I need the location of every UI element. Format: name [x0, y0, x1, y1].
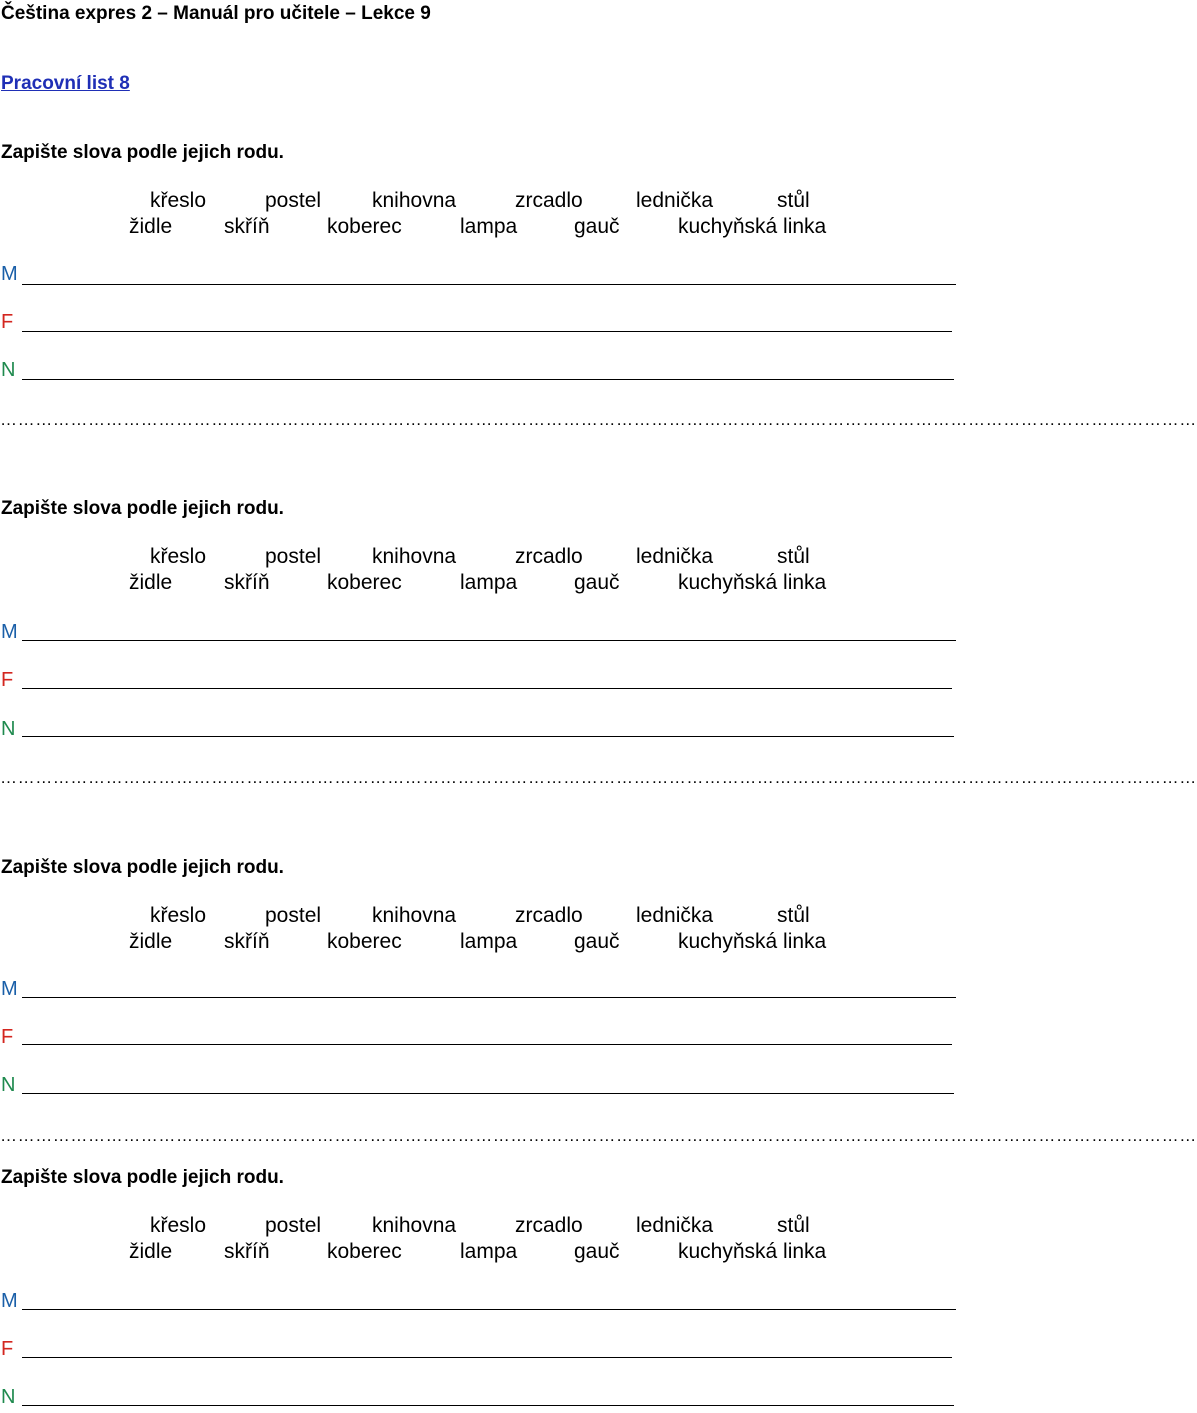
- word-bank-item: stůl: [777, 1214, 810, 1237]
- answer-line-f[interactable]: [22, 1357, 952, 1358]
- gender-label-f: F: [1, 311, 14, 333]
- word-bank-item: gauč: [574, 215, 620, 238]
- worksheet-link[interactable]: Pracovní list 8: [1, 73, 130, 94]
- word-bank-item: křeslo: [150, 545, 207, 568]
- dotted-separator: ……………………………………………………………………………………………………………………………………………………………………………………: [0, 1126, 1197, 1145]
- word-bank-item: zrcadlo: [515, 545, 583, 568]
- word-bank-item: zrcadlo: [515, 1214, 583, 1237]
- gender-label-n: N: [1, 1074, 16, 1096]
- word-bank-item: lampa: [460, 1240, 518, 1263]
- word-bank-item: lednička: [636, 1214, 714, 1237]
- word-bank-item: koberec: [327, 215, 402, 238]
- word-bank-item: stůl: [777, 904, 810, 927]
- gender-label-m: M: [1, 978, 18, 1000]
- word-bank-item: lampa: [460, 571, 518, 594]
- word-bank-item: stůl: [777, 189, 810, 212]
- word-bank-item: lampa: [460, 215, 518, 238]
- gender-label-f: F: [1, 1338, 14, 1360]
- answer-line-m[interactable]: [22, 640, 956, 641]
- word-bank-item: postel: [265, 189, 322, 212]
- word-bank-item: lampa: [460, 930, 518, 953]
- gender-label-f: F: [1, 1026, 14, 1048]
- instruction-text: Zapište slova podle jejich rodu.: [1, 498, 284, 519]
- answer-line-n[interactable]: [22, 379, 954, 380]
- word-bank-item: koberec: [327, 1240, 402, 1263]
- word-bank-item: koberec: [327, 930, 402, 953]
- word-bank-item: židle: [129, 215, 173, 238]
- answer-line-f[interactable]: [22, 688, 952, 689]
- word-bank-item: židle: [129, 571, 173, 594]
- gender-label-m: M: [1, 1290, 18, 1312]
- word-bank-item: křeslo: [150, 904, 207, 927]
- instruction-text: Zapište slova podle jejich rodu.: [1, 857, 284, 878]
- word-bank-item: knihovna: [372, 904, 457, 927]
- word-bank-item: židle: [129, 1240, 173, 1263]
- word-bank-item: knihovna: [372, 1214, 457, 1237]
- instruction-text: Zapište slova podle jejich rodu.: [1, 142, 284, 163]
- word-bank-item: lednička: [636, 545, 714, 568]
- gender-label-n: N: [1, 359, 16, 381]
- word-bank-item: zrcadlo: [515, 189, 583, 212]
- gender-label-n: N: [1, 1386, 16, 1408]
- answer-line-n[interactable]: [22, 1405, 954, 1406]
- word-bank-item: kuchyňská linka: [678, 571, 827, 594]
- dotted-separator: ……………………………………………………………………………………………………………………………………………………………………………………: [0, 768, 1197, 787]
- word-bank-item: gauč: [574, 571, 620, 594]
- gender-label-n: N: [1, 718, 16, 740]
- gender-label-m: M: [1, 263, 18, 285]
- word-bank-item: skříň: [224, 215, 270, 238]
- word-bank-item: skříň: [224, 1240, 270, 1263]
- answer-line-f[interactable]: [22, 331, 952, 332]
- gender-label-f: F: [1, 669, 14, 691]
- word-bank-item: knihovna: [372, 545, 457, 568]
- word-bank-item: křeslo: [150, 189, 207, 212]
- word-bank-item: skříň: [224, 571, 270, 594]
- word-bank-item: stůl: [777, 545, 810, 568]
- answer-line-m[interactable]: [22, 284, 956, 285]
- word-bank-item: postel: [265, 545, 322, 568]
- dotted-separator: ……………………………………………………………………………………………………………………………………………………………………………………: [0, 410, 1197, 429]
- instruction-text: Zapište slova podle jejich rodu.: [1, 1167, 284, 1188]
- answer-line-n[interactable]: [22, 1093, 954, 1094]
- word-bank-item: postel: [265, 904, 322, 927]
- word-bank-item: křeslo: [150, 1214, 207, 1237]
- answer-line-m[interactable]: [22, 1309, 956, 1310]
- answer-line-f[interactable]: [22, 1044, 952, 1045]
- gender-label-m: M: [1, 621, 18, 643]
- word-bank-item: postel: [265, 1214, 322, 1237]
- word-bank-item: gauč: [574, 1240, 620, 1263]
- word-bank-item: kuchyňská linka: [678, 215, 827, 238]
- word-bank-item: kuchyňská linka: [678, 930, 827, 953]
- answer-line-n[interactable]: [22, 736, 954, 737]
- word-bank-item: lednička: [636, 904, 714, 927]
- answer-line-m[interactable]: [22, 997, 956, 998]
- word-bank-item: zrcadlo: [515, 904, 583, 927]
- page-title: Čeština expres 2 – Manuál pro učitele – Lekce 9: [1, 3, 431, 24]
- word-bank-item: gauč: [574, 930, 620, 953]
- word-bank-item: lednička: [636, 189, 714, 212]
- word-bank-item: knihovna: [372, 189, 457, 212]
- word-bank-item: skříň: [224, 930, 270, 953]
- word-bank-item: židle: [129, 930, 173, 953]
- word-bank-item: kuchyňská linka: [678, 1240, 827, 1263]
- word-bank-item: koberec: [327, 571, 402, 594]
